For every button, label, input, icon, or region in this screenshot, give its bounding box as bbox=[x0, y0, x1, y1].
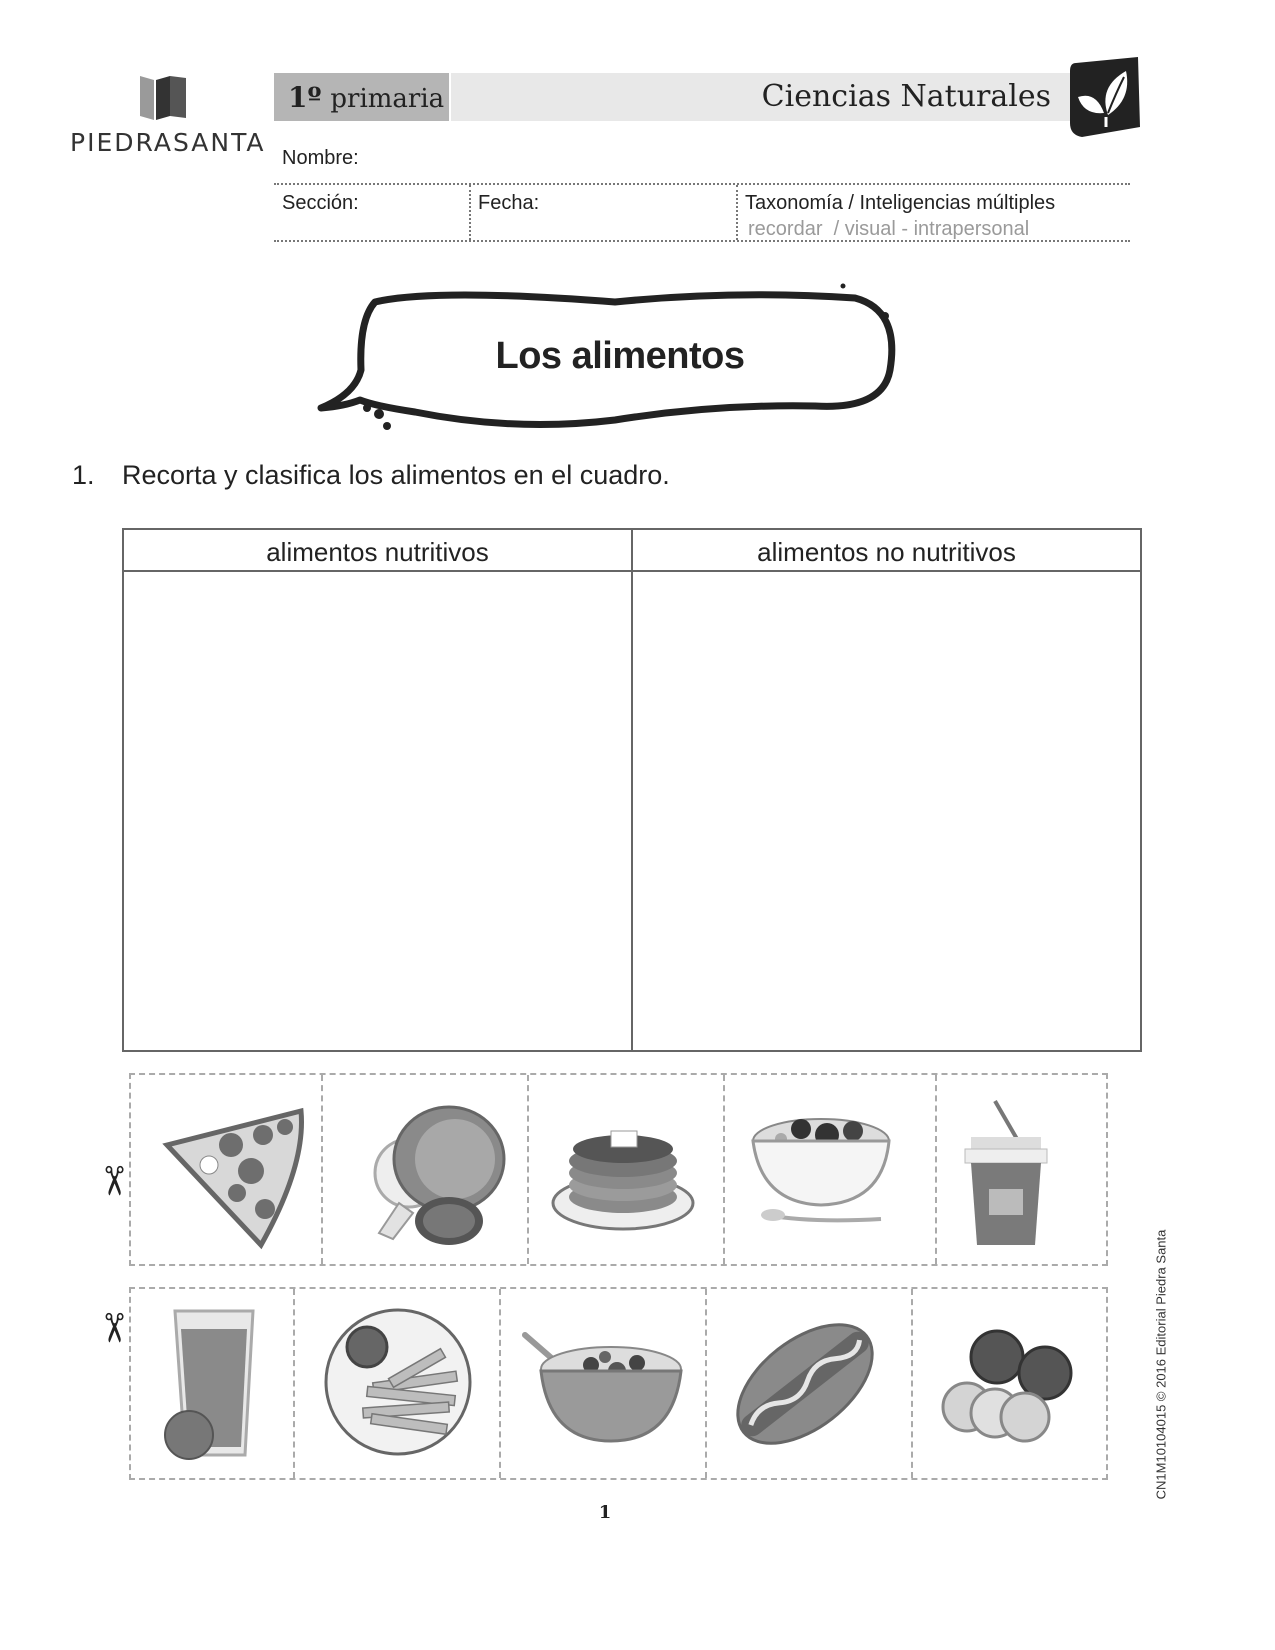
copyright-note: CN1M10104015 © 2016 Editorial Piedra Santa bbox=[1153, 1229, 1169, 1500]
divider-v2 bbox=[736, 185, 738, 240]
name-label: Nombre: bbox=[282, 147, 359, 169]
drop-zone-nutritive[interactable] bbox=[124, 572, 631, 1050]
cereal-with-fruit-icon[interactable] bbox=[751, 1113, 896, 1233]
divider-top bbox=[274, 183, 1130, 185]
section-field[interactable] bbox=[362, 190, 462, 234]
divider-bottom bbox=[274, 240, 1130, 242]
cutout-row-2 bbox=[129, 1287, 1108, 1480]
pizza-icon[interactable] bbox=[161, 1105, 306, 1250]
chicken-plate-icon[interactable] bbox=[375, 1107, 504, 1245]
page-number: 1 bbox=[598, 1502, 612, 1523]
book-logo-icon bbox=[70, 72, 260, 128]
question-text: Recorta y clasifica los alimentos en el cuadro. bbox=[122, 460, 670, 490]
cutout-row-1 bbox=[129, 1073, 1108, 1266]
leaf-icon bbox=[1068, 57, 1142, 137]
classification-table bbox=[122, 528, 1142, 1052]
subject-band bbox=[451, 73, 1071, 121]
subject-badge bbox=[1068, 57, 1142, 137]
date-label: Fecha: bbox=[478, 192, 540, 214]
grade-label: primaria bbox=[330, 84, 445, 114]
header-not-nutritive: alimentos no nutritivos bbox=[633, 530, 1140, 572]
date-field[interactable] bbox=[540, 190, 730, 234]
worksheet-title: Los alimentos bbox=[495, 335, 745, 377]
fries-plate-icon[interactable] bbox=[323, 1307, 473, 1457]
section-label: Sección: bbox=[282, 192, 359, 214]
drop-zone-not-nutritive[interactable] bbox=[633, 572, 1140, 1050]
scissors-icon: ✂ bbox=[90, 1164, 135, 1198]
pancakes-icon[interactable] bbox=[551, 1123, 696, 1233]
grade-box bbox=[274, 73, 449, 121]
publisher-logo bbox=[70, 72, 266, 162]
scissors-icon: ✂ bbox=[90, 1311, 135, 1345]
soda-cup-icon[interactable] bbox=[961, 1099, 1051, 1249]
brand-name: PIEDRASANTA bbox=[70, 128, 266, 157]
name-field[interactable] bbox=[372, 146, 1128, 176]
grade-number: 1º bbox=[288, 81, 322, 114]
question-number: 1. bbox=[72, 460, 95, 490]
cucumber-tomato-icon[interactable] bbox=[937, 1327, 1087, 1447]
taxonomy-label: Taxonomía / Inteligencias múltiples bbox=[745, 192, 1056, 214]
juice-with-orange-icon[interactable] bbox=[159, 1305, 269, 1465]
header-nutritive: alimentos nutritivos bbox=[124, 530, 631, 572]
subject-title: Ciencias Naturales bbox=[761, 79, 1051, 114]
hot-dog-icon[interactable] bbox=[725, 1309, 885, 1459]
taxonomy-values: recordar / visual - intrapersonal bbox=[748, 218, 1030, 240]
divider-v1 bbox=[469, 185, 471, 240]
cereal-bowl-icon[interactable] bbox=[521, 1329, 686, 1449]
